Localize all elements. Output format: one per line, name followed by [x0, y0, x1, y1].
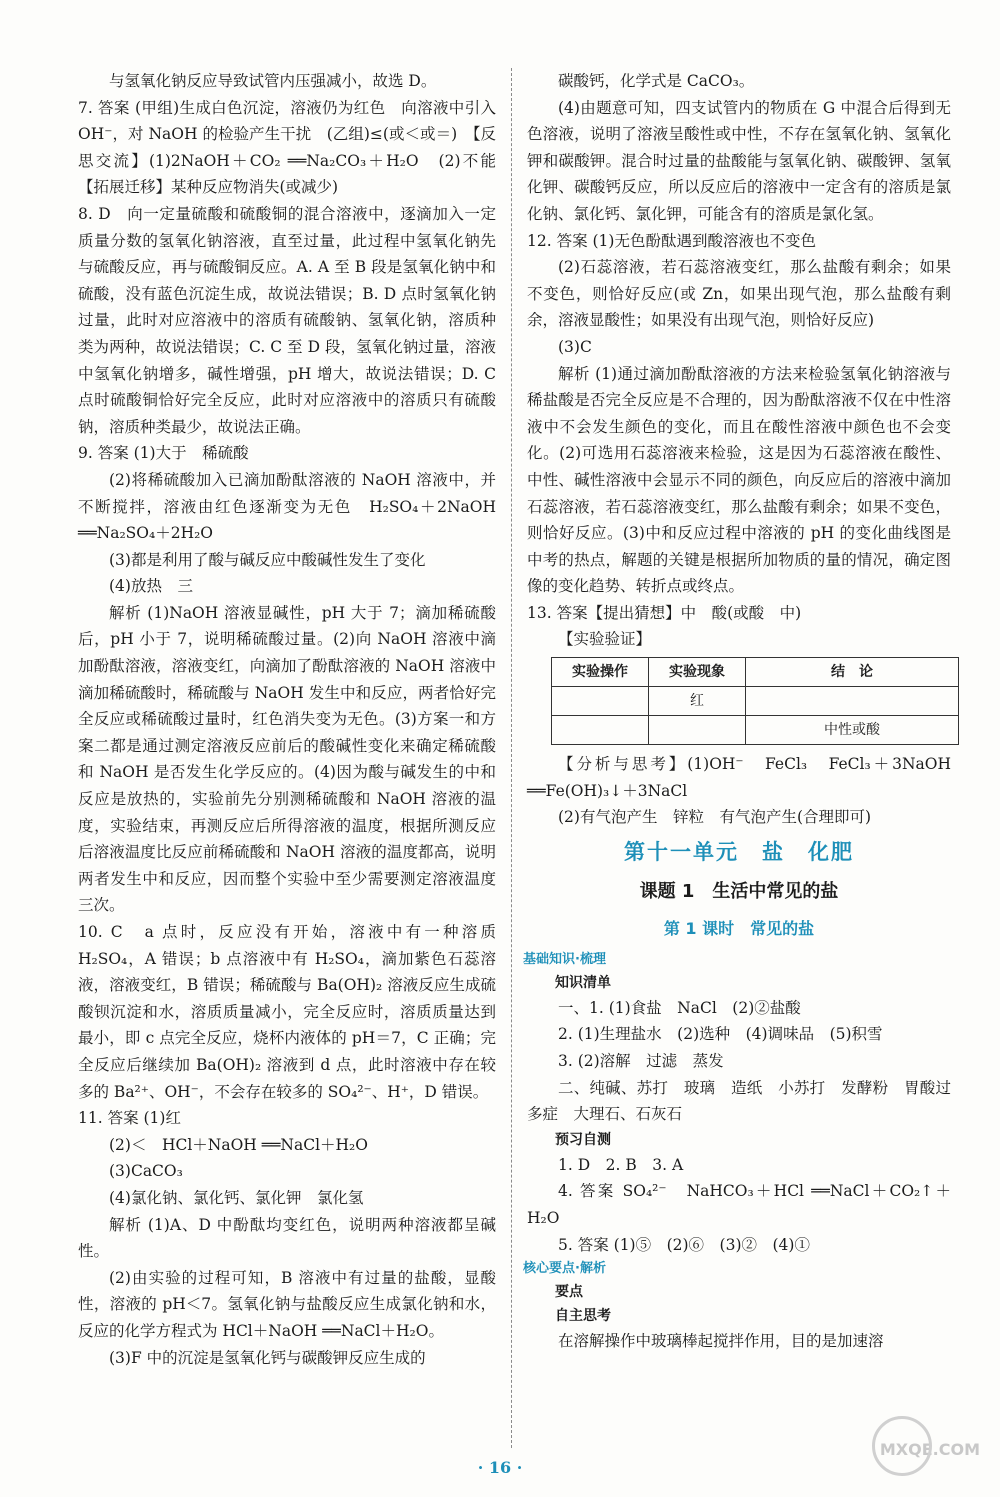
paragraph: 【分析与思考】(1)OH⁻ FeCl₃ FeCl₃＋3NaOH ══Fe(OH)₃↓＋3NaCl — [527, 755, 951, 800]
paragraph: 解析 (1)NaOH 溶液显碱性，pH 大于 7；滴加稀硫酸后，pH 小于 7，说明稀硫酸过量。(2)向 NaOH 溶液中滴加酚酞溶液，溶液变红，向滴加了酚酞溶液的 NaOH 溶液中滴加稀硫酸时，稀硫酸与 NaOH 发生中和反应，两者恰好完全反应或稀硫酸过量时，红色消失变为无色。(3)方案一和方案二都是通过测定溶液反应前后的酸碱性变化来确定稀硫酸和 NaOH 是否发生化学反应的。(4)因为酸与碱发生的中和反应是放热的，实验前先分别测稀硫酸和 NaOH 溶液的温度，实验结束，再测反应后所得溶液的温度，根据所测反应后溶液温度比反应前稀硫酸和 NaOH 溶液的温度都高，说明两者发生中和反应，因而整个实验中至少需要测定溶液温度三次。 — [78, 603, 496, 915]
table-cell: 中性或酸 — [746, 716, 959, 745]
paragraph: 一、1. (1)食盐 NaCl (2)②盐酸 — [558, 998, 801, 1017]
paragraph: (4)由题意可知，四支试管内的物质在 G 中混合后得到无色溶液，说明了溶液呈酸性或中性，不存在氢氧化钠、氢氧化钾和碳酸钾。混合时过量的盐酸能与氢氧化钠、碳酸钾、氢氧化钾、碳酸钙反应，所以反应后的溶液中一定含有的溶质是氯化钠、氯化钙、氯化钾，可能含有的溶质是氯化氢。 — [527, 98, 951, 223]
paragraph: (2)将稀硫酸加入已滴加酚酞溶液的 NaOH 溶液中，并不断搅拌，溶液由红色逐渐变为无色 H₂SO₄＋2NaOH ══Na₂SO₄＋2H₂O — [78, 470, 496, 543]
paragraph: 5. 答案 (1)⑤ (2)⑥ (3)② (4)① — [558, 1235, 810, 1254]
paragraph: (2)＜ HCl＋NaOH ══NaCl＋H₂O — [109, 1135, 368, 1154]
paragraph: (2)有气泡产生 锌粒 有气泡产生(合理即可) — [558, 808, 872, 827]
paragraph: (4)氯化钠、氯化钙、氯化钾 氯化氢 — [109, 1188, 364, 1207]
watermark-text: MXQE.COM — [879, 1440, 980, 1459]
section-core-points: 核心要点·解析 — [523, 1261, 606, 1277]
paragraph: 碳酸钙，化学式是 CaCO₃。 — [558, 72, 755, 90]
table-row — [552, 687, 959, 716]
paragraph: 解析 (1)通过滴加酚酞溶液的方法来检验氢氧化钠溶液与稀盐酸是否完全反应是不合理的，因为酚酞溶液不仅在中性溶液中不会发生颜色的变化，而且在酸性溶液中颜色也不会变化。(2)可选用石蕊溶液来检验，这是因为石蕊溶液在酸性、中性、碱性溶液中会显示不同的颜色，向反应后的溶液中滴加石蕊溶液，若石蕊溶液变红，那么盐酸有剩余；如果不变色，则恰好反应。(3)中和反应过程中溶液的 pH 的变化曲线图是中考的热点，解题的关键是根据所加物质的量的情况，确定图像的变化趋势、转折点或终点。 — [527, 364, 951, 596]
paragraph: (3)CaCO₃ — [109, 1162, 183, 1181]
subheading-preview-test: 预习自测 — [555, 1131, 611, 1148]
watermark-circle-icon — [872, 1416, 932, 1476]
table-cell — [552, 716, 649, 745]
section-basic-knowledge: 基础知识·梳理 — [523, 951, 606, 967]
paragraph: 与氢氧化钠反应导致试管内压强减小，故选 D。 — [109, 72, 437, 90]
paragraph: 10. C a 点时，反应没有开始，溶液中有一种溶质 H₂SO₄，A 错误；b 点溶液中有 H₂SO₄，滴加紫色石蕊溶液，溶液变红，B 错误；稀硫酸与 Ba(OH)₂ 溶液反应生成硫酸钡沉淀和水，溶质质量减小，完全反应时，溶质质量达到最小，即 c 点完全反应，烧杯内液体的 pH＝7，C 正确；完全反应后继续加 Ba(OH)₂ 溶液到 d 点，此时溶液中存在较多的 Ba²⁺、OH⁻，不会存在较多的 SO₄²⁻、H⁺，D 错误。 — [78, 923, 496, 1101]
paragraph: (3)F 中的沉淀是氢氧化钙与碳酸钾反应生成的 — [109, 1348, 426, 1367]
paragraph: 13. 答案【提出猜想】中 酸(或酸 中) — [527, 603, 802, 622]
period-title: 第 1 课时 常见的盐 — [663, 918, 815, 938]
paragraph: (2)由实验的过程可知，B 溶液中有过量的盐酸，显酸性，溶液的 pH＜7。氢氧化钠与盐酸反应生成氯化钠和水，反应的化学方程式为 HCl＋NaOH ══NaCl＋H₂O。 — [78, 1268, 496, 1340]
paragraph: 2. (1)生理盐水 (2)选种 (4)调味品 (5)积雪 — [558, 1025, 883, 1044]
table-cell: 红 — [649, 687, 746, 716]
right-mid-paragraphs — [527, 751, 951, 831]
paragraph: 8. D 向一定量硫酸和硫酸铜的混合溶液中，逐滴加入一定质量分数的氢氧化钠溶液，直至过量，此过程中氢氧化钠先与硫酸反应，再与硫酸铜反应。A. A 至 B 段是氢氧化钠中和硫酸，没有蓝色沉淀生成，故说法错误；B. D 点时氢氧化钠过量，此时对应溶液中的溶质有硫酸钠、氢氧化钠，溶质种类为两种，故说法错误；C. C 至 D 段，氢氧化钠过量，溶液中氢氧化钠增多，碱性增强，pH 增大，故说法错误；D. C 点时硫酸铜恰好完全反应，此时对应溶液中的溶质只有硫酸钠，溶质种类最少，故说法正确。 — [78, 204, 496, 436]
table-row — [552, 716, 959, 745]
table-header-cell: 实验现象 — [649, 658, 746, 687]
paragraph: (2)石蕊溶液，若石蕊溶液变红，那么盐酸有剩余；如果不变色，则恰好反应(或 Zn，如果出现气泡，那么盐酸有剩余，溶液显酸性；如果没有出现气泡，则恰好反应) — [527, 258, 951, 330]
table-header-cell: 实验操作 — [552, 658, 649, 687]
last-paragraph: 在溶解操作中玻璃棒起搅拌作用，目的是加速溶 — [558, 1332, 884, 1351]
right-column — [523, 68, 951, 1355]
lesson-title: 课题 1 生活中常见的盐 — [639, 880, 839, 902]
paragraph: 7. 答案 (甲组)生成白色沉淀，溶液仍为红色 向溶液中引入 OH⁻，对 NaOH 的检验产生干扰 (乙组)≤(或＜或＝) 【反思交流】(1)2NaOH＋CO₂ ══Na₂CO₃＋H₂O (2)不能 【拓展迁移】某种反应物消失(或减少) — [78, 98, 512, 197]
paragraph: 解析 (1)A、D 中酚酞均变红色，说明两种溶液都呈碱性。 — [78, 1215, 496, 1261]
paragraph: 12. 答案 (1)无色酚酞遇到酸溶液也不变色 — [527, 231, 816, 250]
table-header-cell: 结 论 — [746, 658, 959, 687]
left-column — [78, 68, 512, 1371]
preview-test-list — [527, 1152, 951, 1258]
right-top-paragraphs — [527, 68, 951, 653]
table-cell — [746, 687, 959, 716]
paragraph: (3)都是利用了酸与碱反应中酸碱性发生了变化 — [109, 550, 426, 569]
unit-title: 第十一单元 盐 化肥 — [624, 839, 854, 864]
table-cell — [552, 687, 649, 716]
paragraph: 1. D 2. B 3. A — [558, 1155, 684, 1174]
paragraph: 【实验验证】 — [558, 630, 652, 649]
column-divider — [511, 68, 512, 1448]
table-cell — [649, 716, 746, 745]
subheading-knowledge-list: 知识清单 — [555, 974, 611, 991]
paragraph: 9. 答案 (1)大于 稀硫酸 — [78, 444, 249, 463]
subheading-self-thinking: 自主思考 — [555, 1308, 611, 1325]
subheading-key-points: 要点 — [555, 1284, 583, 1301]
paragraph: 4. 答案 SO₄²⁻ NaHCO₃＋HCl ══NaCl＋CO₂↑＋H₂O — [527, 1182, 951, 1227]
paragraph: (3)C — [558, 337, 592, 356]
knowledge-list — [527, 995, 951, 1128]
paragraph: 3. (2)溶解 过滤 蒸发 — [558, 1052, 724, 1071]
experiment-table — [551, 657, 959, 745]
page-number: · 16 · — [477, 1458, 523, 1477]
paragraph: 11. 答案 (1)红 — [78, 1109, 181, 1128]
watermark-logo — [860, 1440, 980, 1490]
left-paragraphs — [78, 68, 512, 1371]
paragraph: 二、纯碱、苏打 玻璃 造纸 小苏打 发酵粉 胃酸过多症 大理石、石灰石 — [527, 1078, 951, 1124]
paragraph: (4)放热 三 — [109, 577, 193, 596]
